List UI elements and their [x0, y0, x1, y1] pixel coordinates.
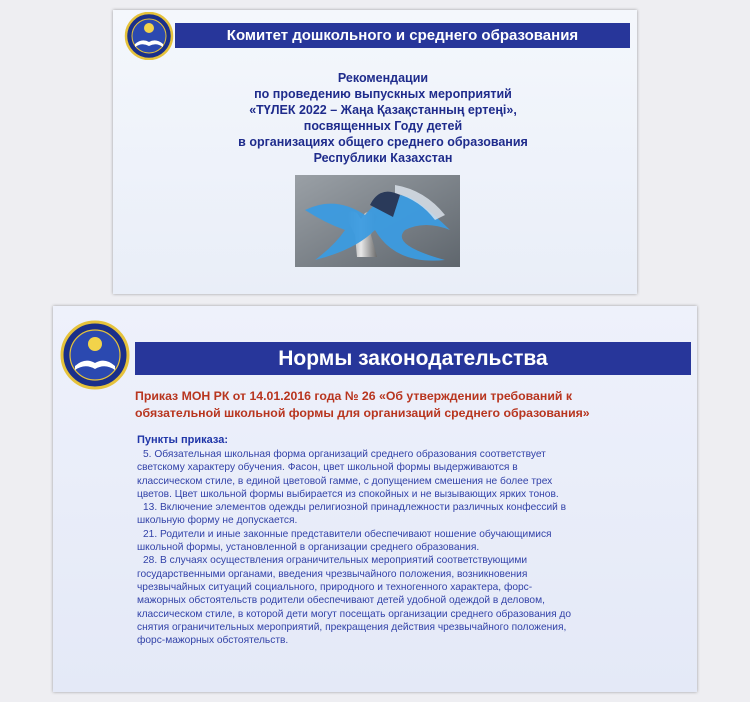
- order-line: Приказ МОН РК от 14.01.2016 года № 26 «Об утверждении требований к: [135, 389, 573, 403]
- title-line: «ТҮЛЕК 2022 – Жаңа Қазақстанның ертеңі»,: [249, 103, 517, 117]
- point-line: классическом стиле, в которой дети могут посещать организации среднего образования до: [137, 608, 572, 620]
- point-line: классическом стиле, в единой цветовой гамме, с допущением смешения не более трех: [137, 475, 553, 487]
- point-line: форс-мажорных обстоятельств.: [137, 635, 289, 647]
- point-line: 5. Обязательная школьная форма организаций среднего образования соответствует: [143, 449, 546, 460]
- point-line: светскому характеру обучения. Фасон, цвет школьной формы выдерживаются в: [137, 462, 518, 474]
- slide-top: [113, 10, 637, 294]
- point-line: 21. Родители и иные законные представители обеспечивают ношение обучающимися: [143, 528, 552, 540]
- title-line: по проведению выпускных мероприятий: [254, 87, 512, 101]
- point-line: цветов. Цвет школьной формы выбирается из спокойных и не вызывающих ярких тонов.: [137, 488, 559, 500]
- point-line: школьной формы, установленной в организации среднего образования.: [137, 542, 480, 554]
- point-line: государственными органами, введения чрезвычайного положения, возникновения: [137, 568, 528, 580]
- bell-ribbon-image: [295, 175, 460, 267]
- title-line: Рекомендации: [337, 71, 429, 85]
- point-line: 13. Включение элементов одежды религиозной принадлежности различных конфессий в: [143, 502, 567, 514]
- point-line: снятия ограничительных мероприятий, прекращения действия чрезвычайного положения,: [137, 621, 567, 633]
- point-line: чрезвычайных ситуаций социального, природного и техногенного характера, форс-: [137, 581, 533, 593]
- slide-bottom: [53, 306, 697, 692]
- title-line: посвященных Году детей: [303, 119, 463, 133]
- points-label: Пункты приказа:: [137, 434, 228, 446]
- emblem-icon: [119, 12, 179, 60]
- recommendations-title: [203, 70, 563, 166]
- point-line: школьную форму не допускается.: [137, 515, 298, 527]
- point-line: мажорных обстоятельств родители обеспечивают детей удобной одеждой в деловом,: [137, 595, 545, 607]
- order-heading: [135, 388, 691, 422]
- title-line: Республики Казахстан: [313, 151, 453, 165]
- title-line: в организациях общего среднего образования: [238, 135, 528, 149]
- emblem-icon: [57, 320, 133, 390]
- order-line: обязательной школьной формы для организаций среднего образования»: [135, 406, 590, 420]
- slide2-header: Нормы законодательства: [135, 342, 691, 375]
- order-points: [137, 448, 697, 647]
- point-line: 28. В случаях осуществления ограничительных мероприятий соответствующими: [143, 555, 528, 567]
- slide1-header: Комитет дошкольного и среднего образования: [175, 23, 630, 48]
